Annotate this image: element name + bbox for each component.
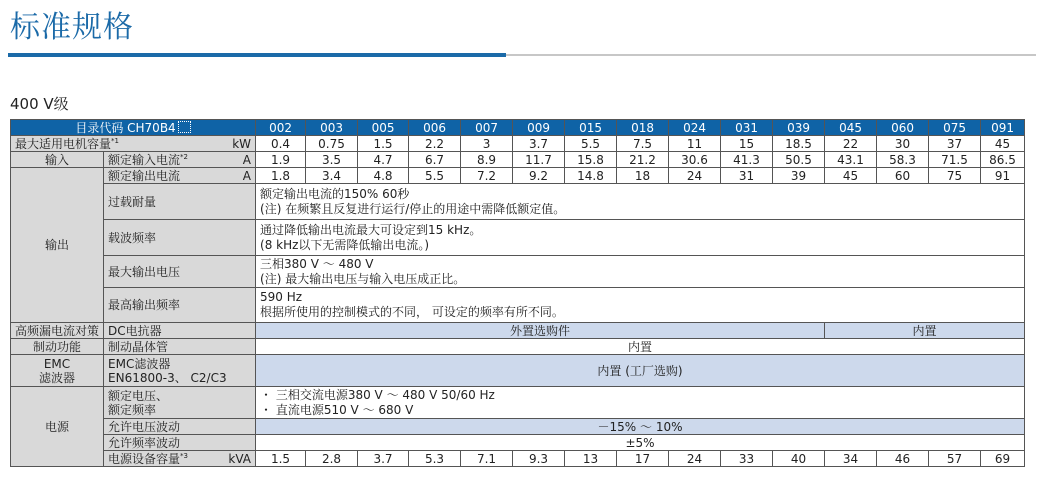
value-cell: 91 xyxy=(981,168,1025,184)
model-code: 091 xyxy=(981,120,1025,136)
voltage-class-heading: 400 V级 xyxy=(10,95,69,113)
value-cell: 31 xyxy=(721,168,773,184)
value-cell: 3.7 xyxy=(513,136,565,152)
value-cell: 15.8 xyxy=(565,152,617,168)
value-cell: 37 xyxy=(929,136,981,152)
rated-voltage-label: 额定电压、 额定频率 xyxy=(104,387,256,419)
max-voltage-label: 最大输出电压 xyxy=(104,256,256,288)
value-cell: 22 xyxy=(825,136,877,152)
value-cell: 18 xyxy=(617,168,669,184)
model-code: 039 xyxy=(773,120,825,136)
title-rule xyxy=(506,54,1036,56)
value-cell: 40 xyxy=(773,451,825,467)
carrier-row xyxy=(11,220,1025,256)
value-cell: 7.1 xyxy=(461,451,513,467)
value-cell: 43.1 xyxy=(825,152,877,168)
value-cell: 9.3 xyxy=(513,451,565,467)
max-frequency-row xyxy=(11,288,1025,323)
input-current-label: 额定输入电流$^{*2}$ A xyxy=(104,152,256,168)
carrier-value: 通过降低输出电流最大可设定到15 kHz。 (8 kHz以下无需降低输出电流。) xyxy=(256,220,1025,256)
value-cell: 9.2 xyxy=(513,168,565,184)
overload-value: 额定输出电流的150% 60秒 (注) 在频繁且反复进行运行/停止的用途中需降低额定值。 xyxy=(256,184,1025,220)
value-cell: 5.5 xyxy=(565,136,617,152)
braking-row xyxy=(11,339,1025,355)
value-cell: 13 xyxy=(565,451,617,467)
title-underline xyxy=(8,53,506,57)
output-group-label: 输出 xyxy=(11,168,104,323)
catalog-code-cell: 目录代码 CH70B4 xyxy=(11,120,256,136)
value-cell: 1.5 xyxy=(256,451,306,467)
value-cell: 58.3 xyxy=(877,152,929,168)
overload-label: 过载耐量 xyxy=(104,184,256,220)
output-current-label: 额定输出电流 A xyxy=(104,168,256,184)
emc-filter-value: 内置 (工厂选购) xyxy=(256,355,1025,387)
power-capacity-label: 电源设备容量$^{*3}$ kVA xyxy=(104,451,256,467)
emc-group-label: EMC 滤波器 xyxy=(11,355,104,387)
value-cell: 3.7 xyxy=(358,451,409,467)
value-cell: 1.9 xyxy=(256,152,306,168)
value-cell: 39 xyxy=(773,168,825,184)
output-current-row xyxy=(11,168,1025,184)
model-code: 003 xyxy=(306,120,358,136)
input-current-row xyxy=(11,152,1025,168)
frequency-fluctuation-label: 允许频率波动 xyxy=(104,435,256,451)
value-cell: 60 xyxy=(877,168,929,184)
value-cell: 4.8 xyxy=(358,168,409,184)
max-frequency-label: 最高输出频率 xyxy=(104,288,256,323)
value-cell: 6.7 xyxy=(409,152,461,168)
frequency-fluctuation-row xyxy=(11,435,1025,451)
model-code: 024 xyxy=(669,120,721,136)
braking-group-label: 制动功能 xyxy=(11,339,104,355)
value-cell: 30 xyxy=(877,136,929,152)
carrier-label: 载波频率 xyxy=(104,220,256,256)
value-cell: 1.8 xyxy=(256,168,306,184)
rated-voltage-row xyxy=(11,387,1025,419)
value-cell: 3 xyxy=(461,136,513,152)
value-cell: 2.8 xyxy=(306,451,358,467)
braking-transistor-value: 内置 xyxy=(256,339,1025,355)
value-cell: 50.5 xyxy=(773,152,825,168)
power-group-label: 电源 xyxy=(11,387,104,467)
frequency-fluctuation-value: ±5% xyxy=(256,435,1025,451)
value-cell: 1.5 xyxy=(358,136,409,152)
max-voltage-row xyxy=(11,256,1025,288)
value-cell: 8.9 xyxy=(461,152,513,168)
value-cell: 2.2 xyxy=(409,136,461,152)
rated-voltage-value: ・ 三相交流电源380 V ～ 480 V 50/60 Hz ・ 直流电源510 V ～ 680 V xyxy=(256,387,1025,419)
model-code: 007 xyxy=(461,120,513,136)
value-cell: 7.2 xyxy=(461,168,513,184)
placeholder-box-icon xyxy=(178,121,191,133)
value-cell: 7.5 xyxy=(617,136,669,152)
header-row xyxy=(11,120,1025,136)
value-cell: 17 xyxy=(617,451,669,467)
dc-reactor-label: DC电抗器 xyxy=(104,323,256,339)
page-title: 标准规格 xyxy=(10,10,134,45)
dc-reactor-built-in: 内置 xyxy=(825,323,1025,339)
value-cell: 11 xyxy=(669,136,721,152)
model-code: 045 xyxy=(825,120,877,136)
value-cell: 0.75 xyxy=(306,136,358,152)
model-code: 031 xyxy=(721,120,773,136)
model-code: 060 xyxy=(877,120,929,136)
value-cell: 0.4 xyxy=(256,136,306,152)
voltage-fluctuation-label: 允许电压波动 xyxy=(104,419,256,435)
value-cell: 33 xyxy=(721,451,773,467)
value-cell: 5.5 xyxy=(409,168,461,184)
emc-filter-label: EMC滤波器 EN61800-3、 C2/C3 xyxy=(104,355,256,387)
value-cell: 57 xyxy=(929,451,981,467)
model-code: 005 xyxy=(358,120,409,136)
value-cell: 45 xyxy=(825,168,877,184)
value-cell: 34 xyxy=(825,451,877,467)
value-cell: 69 xyxy=(981,451,1025,467)
value-cell: 24 xyxy=(669,168,721,184)
emc-row xyxy=(11,355,1025,387)
value-cell: 46 xyxy=(877,451,929,467)
braking-transistor-label: 制动晶体管 xyxy=(104,339,256,355)
value-cell: 71.5 xyxy=(929,152,981,168)
value-cell: 15 xyxy=(721,136,773,152)
power-capacity-row xyxy=(11,451,1025,467)
model-code: 009 xyxy=(513,120,565,136)
max-frequency-value: 590 Hz 根据所使用的控制模式的不同， 可设定的频率有所不同。 xyxy=(256,288,1025,323)
value-cell: 45 xyxy=(981,136,1025,152)
value-cell: 41.3 xyxy=(721,152,773,168)
spec-table xyxy=(10,119,1025,467)
voltage-fluctuation-value: －15% ～ 10% xyxy=(256,419,1025,435)
value-cell: 86.5 xyxy=(981,152,1025,168)
value-cell: 3.5 xyxy=(306,152,358,168)
harmonic-row xyxy=(11,323,1025,339)
value-cell: 3.4 xyxy=(306,168,358,184)
value-cell: 30.6 xyxy=(669,152,721,168)
model-code: 002 xyxy=(256,120,306,136)
model-code: 006 xyxy=(409,120,461,136)
overload-row xyxy=(11,184,1025,220)
value-cell: 14.8 xyxy=(565,168,617,184)
value-cell: 21.2 xyxy=(617,152,669,168)
max-motor-row xyxy=(11,136,1025,152)
value-cell: 11.7 xyxy=(513,152,565,168)
max-motor-label: 最大适用电机容量$^{*1}$ kW xyxy=(11,136,256,152)
model-code: 015 xyxy=(565,120,617,136)
value-cell: 5.3 xyxy=(409,451,461,467)
model-code: 075 xyxy=(929,120,981,136)
harmonic-group-label: 高频漏电流对策 xyxy=(11,323,104,339)
voltage-fluctuation-row xyxy=(11,419,1025,435)
dc-reactor-external: 外置选购件 xyxy=(256,323,825,339)
value-cell: 4.7 xyxy=(358,152,409,168)
value-cell: 24 xyxy=(669,451,721,467)
value-cell: 18.5 xyxy=(773,136,825,152)
input-group-label: 输入 xyxy=(11,152,104,168)
value-cell: 75 xyxy=(929,168,981,184)
max-voltage-value: 三相380 V ～ 480 V (注) 最大输出电压与输入电压成正比。 xyxy=(256,256,1025,288)
model-code: 018 xyxy=(617,120,669,136)
